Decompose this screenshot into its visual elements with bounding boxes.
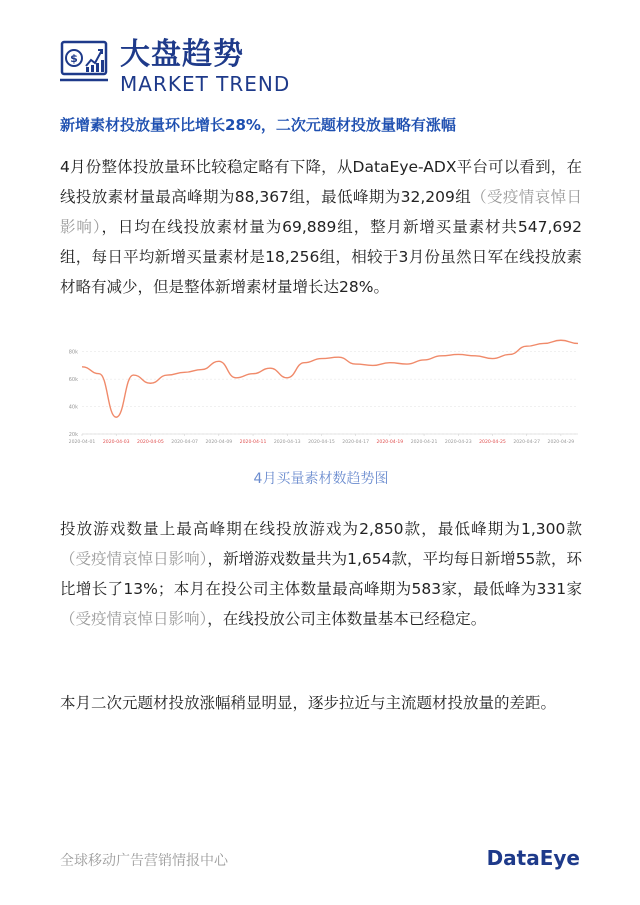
- x-tick-label: 2020-04-03: [102, 440, 130, 445]
- x-tick-label: 2020-04-05: [137, 440, 164, 445]
- x-tick-label: 2020-04-13: [273, 440, 301, 445]
- svg-text:$: $: [70, 52, 78, 65]
- paragraph-note: （受疫情哀悼日影响）: [60, 188, 582, 236]
- y-tick-label: 40k: [68, 404, 78, 411]
- paragraph-text: 投放游戏数量上最高峰期在线投放游戏为2,850款，最低峰期为1,300款: [60, 520, 582, 538]
- section-title: 大盘趋势: [120, 37, 244, 72]
- paragraph-text: 4月份整体投放量环比较稳定略有下降，从DataEye-ADX平台可以看到，在线投放素材量最高峰期为88,367组，最低峰期为32,209组: [60, 158, 582, 206]
- x-tick-label: 2020-04-23: [444, 440, 472, 445]
- paragraph-text: ，在线投放公司主体数量基本已经稳定。: [207, 610, 487, 628]
- section-subtitle: 新增素材投放量环比增长28%，二次元题材投放量略有涨幅: [60, 116, 456, 134]
- y-tick-label: 60k: [68, 377, 78, 384]
- section-header: [60, 36, 580, 96]
- trend-line-chart: [60, 330, 582, 458]
- paragraph-game-volume: [60, 514, 582, 634]
- x-tick-label: 2020-04-27: [513, 440, 541, 445]
- y-tick-label: 80k: [68, 349, 78, 356]
- x-tick-label: 2020-04-11: [239, 440, 267, 445]
- paragraph-material-volume: [60, 152, 582, 302]
- x-tick-label: 2020-04-29: [547, 440, 575, 445]
- paragraph-anime-theme: 本月二次元题材投放涨幅稍显明显，逐步拉近与主流题材投放量的差距。: [60, 694, 557, 712]
- x-tick-label: 2020-04-25: [479, 440, 506, 445]
- chart-dollar-icon: [60, 40, 108, 84]
- x-tick-label: 2020-04-01: [68, 440, 96, 445]
- chart-caption: 4月买量素材数趋势图: [253, 471, 389, 487]
- x-tick-label: 2020-04-07: [171, 440, 198, 445]
- x-tick-label: 2020-04-15: [308, 440, 335, 445]
- footer-brand-logo: DataEye: [486, 846, 580, 870]
- footer-tagline: 全球移动广告营销情报中心: [60, 853, 228, 869]
- paragraph-text: ，新增游戏数量共为1,654款，平均每日新增55款，环比增长了13%；本月在投公司主体数量最高峰期为583家，最低峰为331家: [60, 550, 582, 598]
- paragraph-text: ，日均在线投放素材量为69,889组，整月新增买量素材共547,692组，每日平均新增买量素材是18,256组，相较于3月份虽然日军在线投放素材略有减少，但是整体新增素材量增长达28%。: [60, 218, 582, 296]
- paragraph-note: （受疫情哀悼日影响）: [60, 610, 208, 628]
- section-title-en: MARKET TREND: [120, 72, 291, 96]
- paragraph-note: （受疫情哀悼日影响）: [60, 550, 208, 568]
- y-tick-label: 20k: [68, 432, 78, 438]
- x-tick-label: 2020-04-21: [410, 440, 438, 445]
- x-tick-label: 2020-04-09: [205, 440, 233, 445]
- x-tick-label: 2020-04-17: [342, 440, 370, 445]
- x-tick-label: 2020-04-19: [376, 440, 404, 445]
